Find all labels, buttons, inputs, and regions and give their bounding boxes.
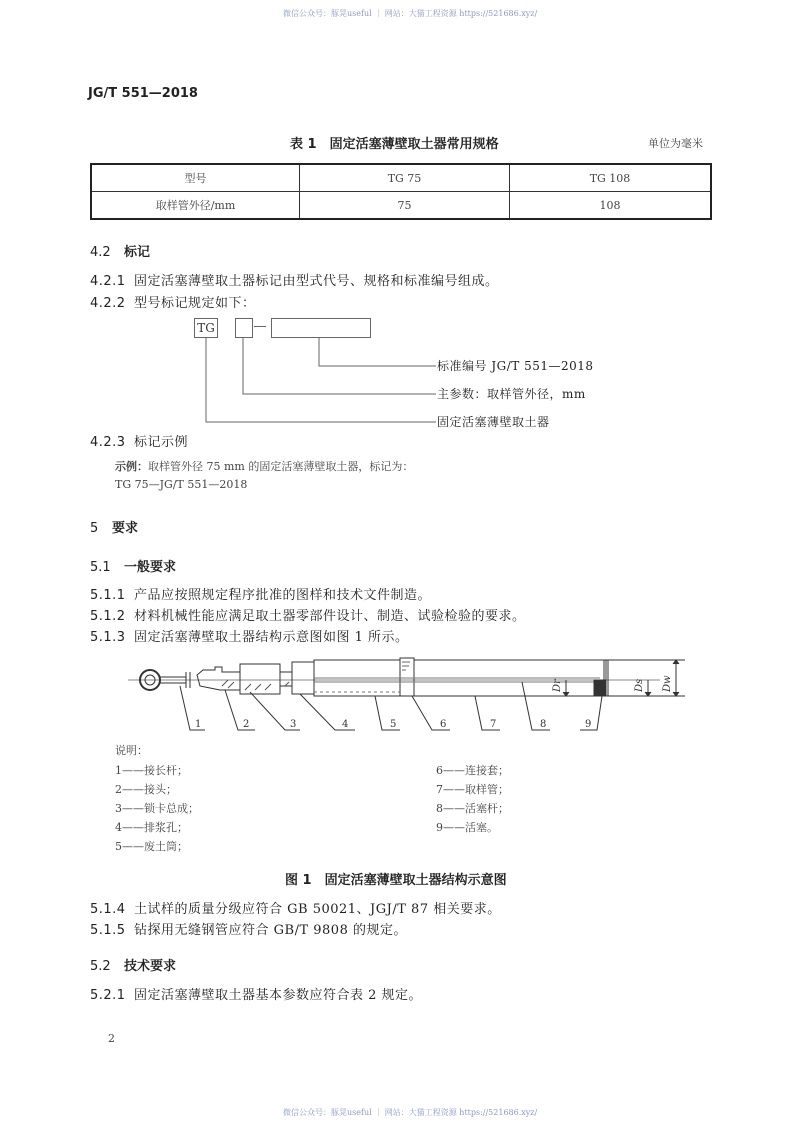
clause-number: 5.1.5 bbox=[90, 923, 126, 938]
section-number: 5.1 bbox=[90, 560, 111, 575]
sampler-structure-drawing bbox=[0, 650, 800, 740]
legend-list-right bbox=[436, 761, 509, 837]
callout-4: 4 bbox=[342, 719, 349, 730]
dim-label-dr: Dr bbox=[552, 679, 563, 692]
legend-title: 说明： bbox=[115, 744, 148, 757]
callout-9: 9 bbox=[585, 719, 592, 730]
dim-label-ds: Ds bbox=[634, 678, 645, 692]
legend-item: 2——接头； bbox=[115, 783, 177, 796]
clause-text: 土试样的质量分级应符合 GB 50021、JGJ/T 87 相关要求。 bbox=[134, 902, 501, 917]
clause-text: 固定活塞薄壁取土器基本参数应符合表 2 规定。 bbox=[134, 988, 423, 1003]
callout-8: 8 bbox=[540, 719, 547, 730]
section-5-1-heading bbox=[90, 556, 176, 575]
marking-leader-lines bbox=[0, 0, 800, 440]
legend-item: 3——锁卡总成； bbox=[115, 802, 199, 815]
legend-list-left bbox=[115, 761, 199, 856]
example-line bbox=[115, 458, 413, 474]
section-number: 4.2 bbox=[90, 245, 111, 260]
section-5-heading bbox=[90, 517, 138, 536]
clause-number: 5.2.1 bbox=[90, 988, 126, 1003]
table-cell: 108 bbox=[510, 192, 712, 220]
clause-number: 5.1.1 bbox=[90, 588, 126, 603]
example-text: 取样管外径 75 mm 的固定活塞薄壁取土器，标记为： bbox=[148, 460, 414, 473]
clause-5-1-4 bbox=[90, 902, 501, 918]
legend-item: 7——取样管； bbox=[436, 783, 509, 796]
clause-text: 固定活塞薄壁取土器标记由型式代号、规格和标准编号组成。 bbox=[134, 274, 499, 289]
clause-text: 材料机械性能应满足取土器零部件设计、制造、试验检验的要求。 bbox=[134, 609, 526, 624]
clause-number: 4.2.3 bbox=[90, 435, 126, 450]
legend-item: 1——接长杆； bbox=[115, 764, 188, 777]
section-title: 标记 bbox=[124, 245, 151, 260]
clause-number: 5.1.3 bbox=[90, 630, 126, 645]
example-code: TG 75—JG/T 551—2018 bbox=[115, 478, 248, 491]
clause-text: 产品应按照规定程序批准的图样和技术文件制造。 bbox=[134, 588, 432, 603]
figure-1-caption: 图 1 固定活塞薄壁取土器结构示意图 bbox=[285, 873, 507, 888]
clause-5-1-5 bbox=[90, 923, 407, 939]
dim-label-dw: Dw bbox=[662, 675, 673, 692]
table-1-title: 表 1 固定活塞薄壁取土器常用规格 bbox=[290, 137, 499, 152]
standard-code-header: JG/T 551—2018 bbox=[88, 86, 198, 101]
clause-number: 4.2.2 bbox=[90, 296, 126, 311]
callout-3: 3 bbox=[290, 719, 297, 730]
clause-5-2-1 bbox=[90, 988, 422, 1004]
legend-item: 5——废土筒； bbox=[115, 840, 188, 853]
callout-6: 6 bbox=[440, 719, 447, 730]
legend-item: 8——活塞杆； bbox=[436, 802, 509, 815]
section-title: 技术要求 bbox=[124, 959, 177, 974]
clause-text: 标记示例 bbox=[134, 435, 189, 450]
clause-number: 4.2.1 bbox=[90, 274, 126, 289]
section-title: 一般要求 bbox=[124, 560, 177, 575]
clause-text: 固定活塞薄壁取土器结构示意图如图 1 所示。 bbox=[134, 630, 409, 645]
clause-number: 5.1.2 bbox=[90, 609, 126, 624]
table-cell: 型号 bbox=[91, 164, 300, 192]
table-cell: TG 75 bbox=[300, 164, 510, 192]
legend-item: 9——活塞。 bbox=[436, 821, 498, 834]
marking-box-type-code: TG bbox=[194, 318, 218, 338]
marking-label-standard: 标准编号 JG/T 551—2018 bbox=[437, 359, 594, 373]
legend-item: 4——排浆孔； bbox=[115, 821, 188, 834]
clause-4-2-3 bbox=[90, 435, 188, 451]
clause-5-1-2 bbox=[90, 609, 526, 625]
callout-5: 5 bbox=[390, 719, 397, 730]
example-label: 示例： bbox=[115, 460, 148, 473]
section-5-2-heading bbox=[90, 955, 176, 974]
watermark-bottom: 微信公众号：豚晃useful ｜ 网站：大猫工程资源 https://521686.xyz/ bbox=[283, 1108, 538, 1117]
section-number: 5.2 bbox=[90, 959, 111, 974]
table-1-unit: 单位为毫米 bbox=[648, 137, 703, 150]
clause-5-1-1 bbox=[90, 588, 431, 604]
clause-number: 5.1.4 bbox=[90, 902, 126, 917]
marking-label-parameter: 主参数：取样管外径，mm bbox=[437, 387, 586, 401]
page-number: 2 bbox=[108, 1032, 115, 1045]
callout-2: 2 bbox=[243, 719, 250, 730]
table-cell: TG 108 bbox=[510, 164, 712, 192]
section-title: 要求 bbox=[112, 521, 139, 536]
clause-5-1-3 bbox=[90, 630, 409, 646]
callout-7: 7 bbox=[490, 719, 497, 730]
clause-text: 钻探用无缝钢管应符合 GB/T 9808 的规定。 bbox=[134, 923, 407, 938]
clause-text: 型号标记规定如下： bbox=[134, 296, 256, 311]
watermark-top: 微信公众号：豚晃useful ｜ 网站：大猫工程资源 https://521686.xyz/ bbox=[283, 9, 538, 18]
section-number: 5 bbox=[90, 521, 99, 536]
table-cell: 取样管外径/mm bbox=[91, 192, 300, 220]
table-cell: 75 bbox=[300, 192, 510, 220]
marking-label-type: 固定活塞薄壁取土器 bbox=[437, 415, 550, 429]
callout-1: 1 bbox=[195, 719, 202, 730]
legend-item: 6——连接套； bbox=[436, 764, 509, 777]
